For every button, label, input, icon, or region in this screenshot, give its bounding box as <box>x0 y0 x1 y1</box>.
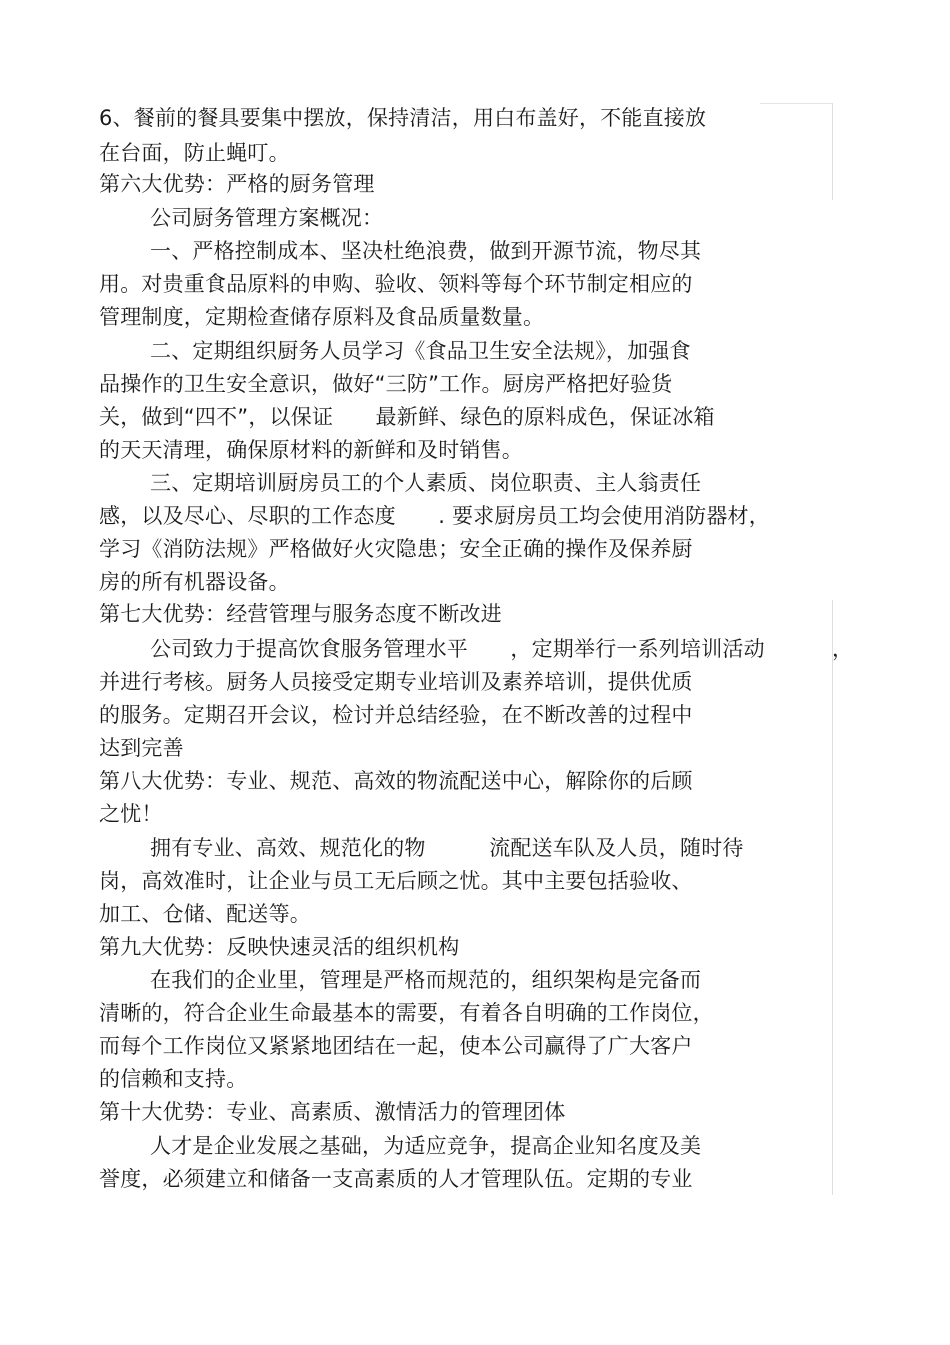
text-line: 的信赖和支持。 <box>99 1067 248 1091</box>
margin-rule-lower <box>832 600 833 1195</box>
text-line: 加工、仓储、配送等。 <box>99 902 311 926</box>
text-line: 用。对贵重食品原料的申购、验收、领料等每个环节制定相应的 <box>99 272 693 296</box>
section-heading: 第六大优势：严格的厨务管理 <box>99 172 375 196</box>
text-line: 而每个工作岗位又紧紧地团结在一起，使本公司赢得了广大客户 <box>99 1034 693 1058</box>
text-line: 6、餐前的餐具要集中摆放，保持清洁，用白布盖好，不能直接放 <box>99 106 707 130</box>
text-line: 在台面，防止蝇叮。 <box>99 141 290 165</box>
text-line: 岗，高效准时，让企业与员工无后顾之忧。其中主要包括验收、 <box>99 869 693 893</box>
section-heading: 第七大优势：经营管理与服务态度不断改进 <box>99 602 502 626</box>
text-line: 人才是企业发展之基础，为适应竞争，提高企业知名度及美 <box>150 1134 702 1158</box>
margin-rule-top <box>760 103 832 104</box>
text-line: 房的所有机器设备。 <box>99 570 290 594</box>
text-line: 拥有专业、高效、规范化的物 流配送车队及人员，随时待 <box>150 836 744 860</box>
text-line: 关，做到“四不”，以保证 最新鲜、绿色的原料成色，保证冰箱 <box>99 405 715 429</box>
text-line: 品操作的卫生安全意识，做好“三防”工作。厨房严格把好验货 <box>99 372 673 396</box>
text-line: 一、严格控制成本、坚决杜绝浪费，做到开源节流，物尽其 <box>150 239 702 263</box>
text-line: 公司厨务管理方案概况： <box>150 206 384 230</box>
section-heading: 第九大优势：反映快速灵活的组织机构 <box>99 935 460 959</box>
text-line: 在我们的企业里，管理是严格而规范的，组织架构是完备而 <box>150 968 702 992</box>
text-line: 管理制度，定期检查储存原料及食品质量数量。 <box>99 305 545 329</box>
text-line: 公司致力于提高饮食服务管理水平 ，定期举行一系列培训活动 <box>150 637 765 661</box>
text-line: 的服务。定期召开会议，检讨并总结经验，在不断改善的过程中 <box>99 703 693 727</box>
text-line: 之忧！ <box>99 802 163 826</box>
text-line: 感，以及尽心、尽职的工作态度 . 要求厨房员工均会使用消防器材， <box>99 504 770 528</box>
text-line: 二、定期组织厨务人员学习《食品卫生安全法规》，加强食 <box>150 339 691 363</box>
text-line: 清晰的，符合企业生命最基本的需要，有着各自明确的工作岗位， <box>99 1001 714 1025</box>
text-line: 达到完善 <box>99 736 184 760</box>
section-heading: 第八大优势：专业、规范、高效的物流配送中心，解除你的后顾 <box>99 769 693 793</box>
margin-rule-upper <box>832 103 833 200</box>
text-line: 的天天清理，确保原材料的新鲜和及时销售。 <box>99 438 523 462</box>
text-line: 三、定期培训厨房员工的个人素质、岗位职责、主人翁责任 <box>150 471 702 495</box>
text-line: 誉度，必须建立和储备一支高素质的人才管理队伍。定期的专业 <box>99 1167 693 1191</box>
trailing-comma: ， <box>832 637 853 661</box>
text-line: 并进行考核。厨务人员接受定期专业培训及素养培训，提供优质 <box>99 670 693 694</box>
text-line: 学习《消防法规》严格做好火灾隐患；安全正确的操作及保养厨 <box>99 537 693 561</box>
section-heading: 第十大优势：专业、高素质、激情活力的管理团体 <box>99 1100 566 1124</box>
